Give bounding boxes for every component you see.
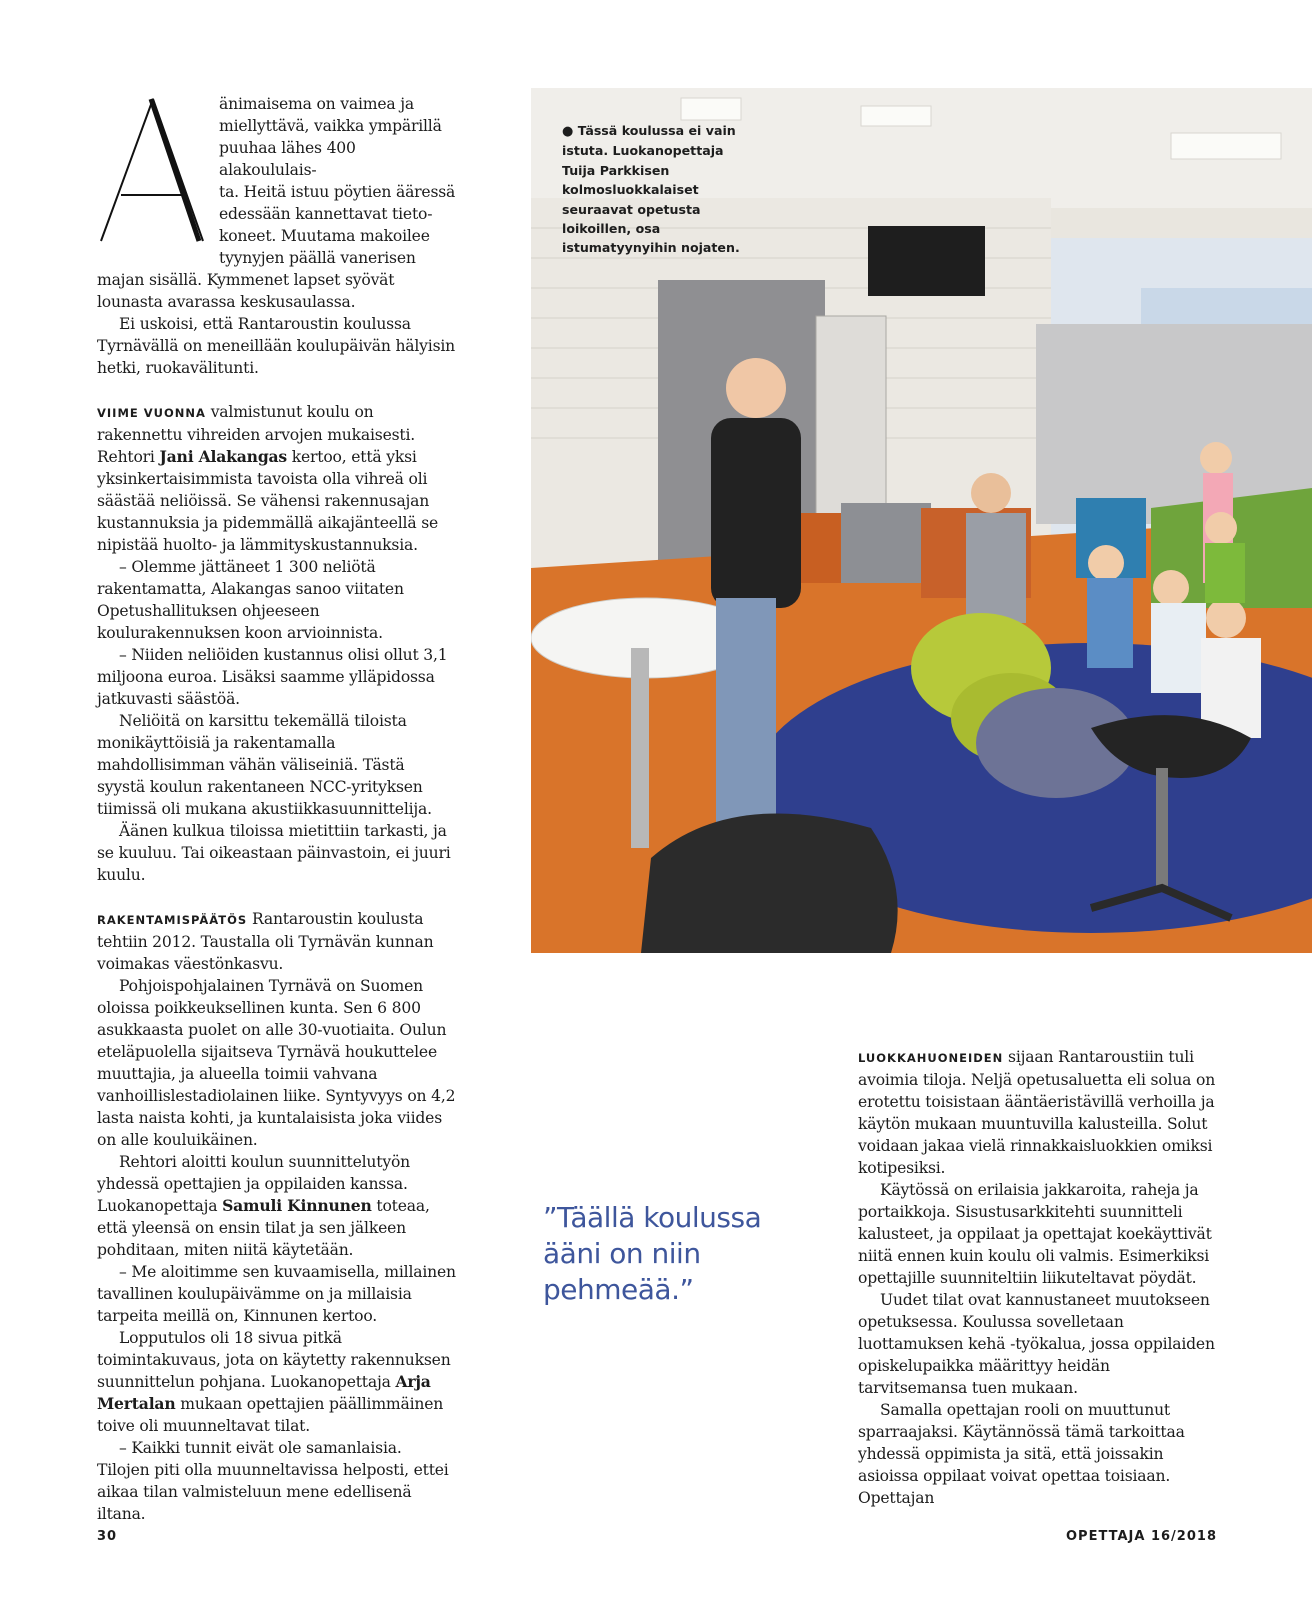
paragraph: Käytössä on erilaisia jakkaroita, raheja ja portaikkoja. Sisustusarkkitehti suunnitteli kalusteet, ja oppilaat ja opettajat koekäyttivät niitä ennen kuin koulu oli valmis. Esimerkiksi opettajille suunniteltiin liikuteltavat pöydät. <box>858 1181 1212 1287</box>
pull-quote: ”Täällä koulussa ääni on niin pehmeää.” <box>543 1201 762 1306</box>
article-column-right <box>858 1046 1216 1509</box>
paragraph: Ei uskoisi, että Rantaroustin koulussa Tyrnävällä on meneillään koulupäivän hälyisin hetki, ruokavälitunti. <box>97 315 456 377</box>
section-viime-vuonna: VIIME VUONNA valmistunut koulu on rakennettu vihreiden arvojen mukaisesti. Rehtori Jani Alakangas kertoo, että yksi yksinkertaisimmista tavoista olla vihreä oli säästää neliöissä. Se vähensi rakennusajan kustannuksia ja pidemmällä aikajänteellä se nipistää huolto- ja lämmityskustannuksia. <box>97 403 439 554</box>
page-number: 30 <box>97 1529 118 1544</box>
intro-line: edessään kannettavat tieto- <box>219 205 433 223</box>
paragraph: Rehtori aloitti koulun suunnittelutyön yhdessä opettajien ja oppilaiden kanssa. <box>97 1153 410 1193</box>
paragraph: Lopputulos oli 18 sivua pitkä toimintakuvaus, jota on käytetty rakennuksen suunnittelun pohjana. Luokanopettaja Arja Mertalan mukaan opettajien päällimmäinen toive oli muunneltavat tilat. <box>97 1329 451 1435</box>
person-name: Samuli Kinnunen <box>222 1196 372 1215</box>
intro-line: miellyttävä, vaikka ympärillä <box>219 117 442 135</box>
caption-bullet: ● <box>562 124 574 139</box>
person-name: Arja Mertalan <box>97 1372 431 1413</box>
dropcap-letter-graphic <box>97 95 209 245</box>
paragraph: Äänen kulkua tiloissa mietittiin tarkasti, ja se kuuluu. Tai oikeastaan päinvastoin, ei juuri kuulu. <box>97 822 451 884</box>
paragraph: – Olemme jättäneet 1 300 neliötä rakentamatta, Alakangas sanoo viitaten Opetushallituksen ohjeeseen koulurakennuksen koon arvioinnista. <box>97 558 404 642</box>
section-lead: RAKENTAMISPÄÄTÖS <box>97 913 248 927</box>
intro-line: änimaisema on vaimea ja <box>219 95 414 113</box>
paragraph: Samalla opettajan rooli on muuttunut sparraajaksi. Käytännössä tämä tarkoittaa yhdessä oppimista ja sitä, että joissakin asioissa oppilaat voivat opettaa toisiaan. Opettajan <box>858 1401 1185 1507</box>
paragraph: Pohjoispohjalainen Tyrnävä on Suomen oloissa poikkeuksellinen kunta. Sen 6 800 asukkaasta puolet on alle 30-vuotiaita. Oulun eteläpuolella sijaitseva Tyrnävä houkuttelee muuttajia, ja alueella toimii vahvana vanhoillislestadiolainen liike. Syntyvyys on 4,2 lasta naista kohti, ja kuntalaisista joka viides on alle kouluikäinen. <box>97 977 456 1149</box>
photo-caption <box>562 121 752 258</box>
intro-line: ta. Heitä istuu pöytien ääressä <box>219 183 456 201</box>
paragraph: Uudet tilat ovat kannustaneet muutokseen opetuksessa. Koulussa sovelletaan luottamuksen kehä -työkalua, jossa oppilaiden opiskelupaikka määrittyy heidän tarvitsemansa tuen mukaan. <box>858 1291 1215 1397</box>
paragraph: Neliöitä on karsittu tekemällä tiloista monikäyttöisiä ja rakentamalla mahdollisimman vähän väliseiniä. Tästä syystä koulun rakentaneen NCC-yrityksen tiimissä oli mukana akustiikkasuunnittelija. <box>97 712 432 818</box>
intro-wrapped-lines <box>219 93 457 269</box>
intro-line: puuhaa lähes 400 alakoululais- <box>219 139 356 179</box>
paragraph: – Kaikki tunnit eivät ole samanlaisia. Tilojen piti olla muunneltavissa helposti, ettei aikaa tilan valmisteluun mene edellisenä iltana. <box>97 1439 449 1523</box>
paragraph: – Me aloitimme sen kuvaamisella, millainen tavallinen koulupäivämme on ja millaisia tarpeita meillä on, Kinnunen kertoo. <box>97 1263 456 1325</box>
section-luokkahuoneiden: LUOKKAHUONEIDEN sijaan Rantaroustiin tuli avoimia tiloja. Neljä opetusaluetta eli solua on erotettu toisistaan ääntäeristävillä verhoilla ja käytön mukaan muuntuvilla kalusteilla. Solut voidaan jakaa vielä rinnakkaisluokkien omiksi kotipesiksi. <box>858 1048 1216 1177</box>
article-column-left <box>97 93 457 1525</box>
intro-line: koneet. Muutama makoilee <box>219 227 430 245</box>
section-lead: LUOKKAHUONEIDEN <box>858 1051 1004 1065</box>
paragraph: Luokanopettaja Samuli Kinnunen toteaa, että yleensä on ensin tilat ja sen jälkeen pohditaan, miten niitä käytetään. <box>97 1196 430 1259</box>
caption-text: Tässä koulussa ei vain istuta. Luokanopettaja Tuija Parkkisen kolmosluokkalaiset seuraavat opetusta loikoillen, osa istumatyynyihin nojaten. <box>562 123 740 256</box>
section-rakentamispaatos: RAKENTAMISPÄÄTÖS Rantaroustin koulusta tehtiin 2012. Taustalla oli Tyrnävän kunnan voimakas väestönkasvu. <box>97 910 434 973</box>
paragraph: – Niiden neliöiden kustannus olisi ollut 3,1 miljoona euroa. Lisäksi saamme ylläpidossa jatkuvasti säästöä. <box>97 646 448 708</box>
intro-dropcap-block <box>97 93 457 269</box>
intro-paragraph-rest: majan sisällä. Kymmenet lapset syövät lounasta avarassa keskusaulassa. <box>97 271 395 311</box>
section-lead: VIIME VUONNA <box>97 406 206 420</box>
intro-line: tyynyjen päällä vanerisen <box>219 249 416 267</box>
person-name: Jani Alakangas <box>159 447 287 466</box>
magazine-issue: OPETTAJA 16/2018 <box>1066 1529 1217 1544</box>
